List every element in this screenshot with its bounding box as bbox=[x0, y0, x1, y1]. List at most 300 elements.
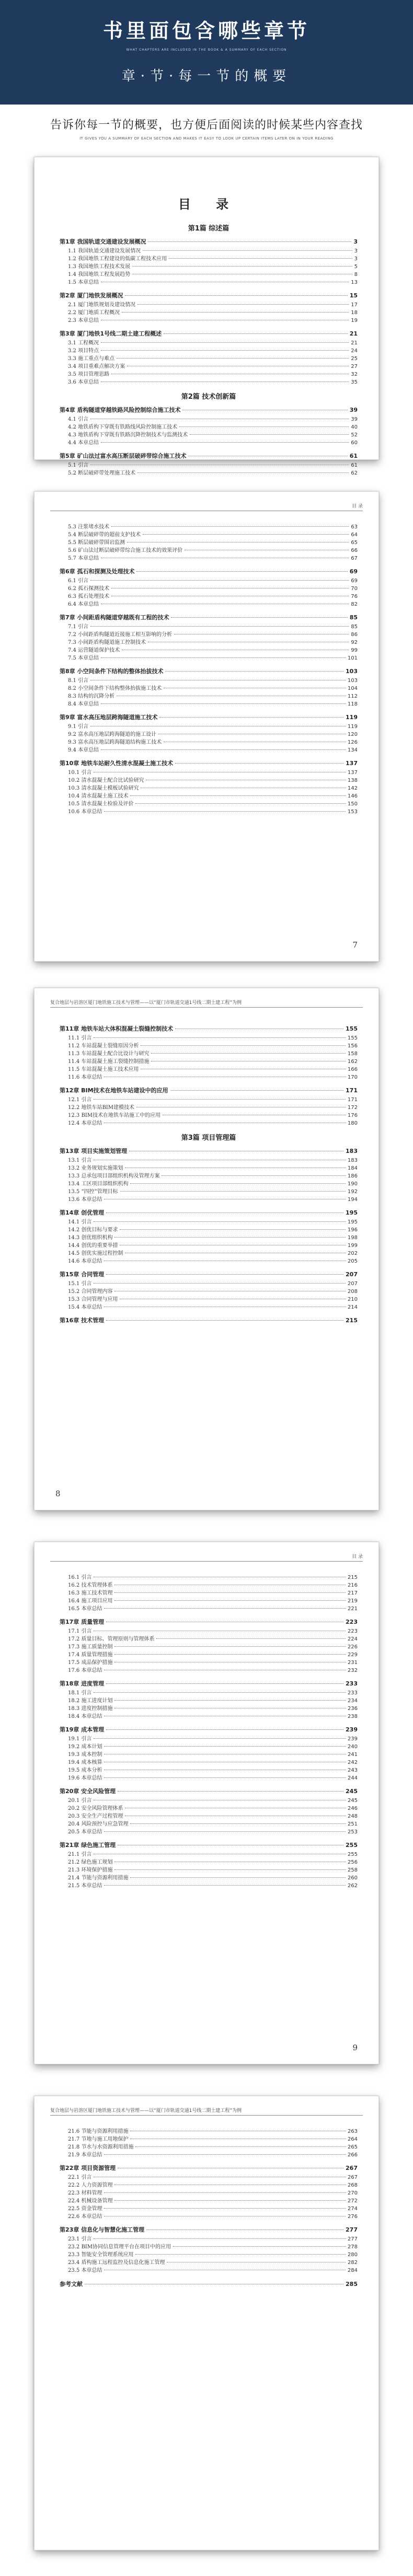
leader-dots bbox=[94, 1283, 345, 1284]
toc-page-number: 162 bbox=[347, 1059, 358, 1065]
toc-page-number: 268 bbox=[347, 2182, 358, 2188]
leader-dots bbox=[114, 1654, 345, 1655]
toc-entry-title: 14.6 本章总结 bbox=[68, 1258, 102, 1264]
toc-section[interactable] bbox=[60, 301, 358, 309]
toc-chapter[interactable] bbox=[60, 713, 358, 721]
toc-section[interactable] bbox=[60, 1288, 358, 1296]
toc-page-number: 207 bbox=[347, 1281, 358, 1287]
toc-part[interactable] bbox=[60, 223, 358, 233]
leader-dots bbox=[104, 2154, 345, 2155]
leader-dots bbox=[104, 1777, 345, 1778]
leader-dots bbox=[104, 1885, 345, 1886]
toc-page-number: 223 bbox=[346, 1619, 358, 1625]
toc-page bbox=[34, 491, 379, 962]
page-number: 8 bbox=[55, 1489, 61, 1498]
running-header: 复合地层与岩溶区厦门地铁施工技术与管理——以“厦门市轨道交通1号线二期土建工程”为例 bbox=[50, 999, 363, 1008]
toc-entry-title: 14.3 创优组织机构 bbox=[68, 1235, 113, 1241]
toc-section[interactable] bbox=[60, 1073, 358, 1081]
toc-section[interactable] bbox=[60, 1104, 358, 1112]
toc-list bbox=[60, 1574, 358, 1890]
toc-entry-title: 第2篇 技术创新篇 bbox=[181, 393, 236, 401]
toc-entry-title: 第13章 项目实施策划管理 bbox=[60, 1148, 128, 1154]
toc-section[interactable] bbox=[60, 1096, 358, 1104]
toc-page-number: 231 bbox=[347, 1660, 358, 1666]
toc-section[interactable] bbox=[60, 600, 358, 608]
intro-block bbox=[0, 116, 413, 141]
toc-page-number: 61 bbox=[351, 463, 358, 468]
toc-section[interactable] bbox=[60, 339, 358, 347]
toc-page-number: 92 bbox=[351, 640, 358, 645]
toc-section[interactable] bbox=[60, 631, 358, 639]
toc-page-number: 194 bbox=[347, 1197, 358, 1203]
toc-entry-title: 第9章 富水高压地层跨海隧道施工技术 bbox=[60, 714, 158, 721]
toc-section[interactable] bbox=[60, 2128, 358, 2135]
toc-section[interactable] bbox=[60, 469, 358, 477]
toc-page-number: 280 bbox=[347, 2252, 358, 2258]
leader-dots bbox=[104, 2208, 345, 2209]
toc-chapter[interactable] bbox=[60, 452, 358, 460]
toc-section[interactable] bbox=[60, 555, 358, 562]
toc-entry-title: 13.5 “四控”管理目标 bbox=[68, 1189, 118, 1195]
toc-entry-title: 19.5 成本分析 bbox=[68, 1768, 102, 1773]
toc-section[interactable] bbox=[60, 1180, 358, 1188]
toc-section[interactable] bbox=[60, 1589, 358, 1597]
toc-section[interactable] bbox=[60, 1303, 358, 1311]
leader-dots bbox=[136, 571, 347, 572]
toc-section[interactable] bbox=[60, 1743, 358, 1751]
toc-entry-title: 18.3 进度控制措施 bbox=[68, 1706, 113, 1712]
toc-section[interactable] bbox=[60, 692, 358, 700]
toc-entry-title: 18.1 引言 bbox=[68, 1690, 92, 1696]
toc-section[interactable] bbox=[60, 1066, 358, 1073]
toc-chapter[interactable] bbox=[60, 406, 358, 414]
toc-chapter[interactable] bbox=[60, 1679, 358, 1688]
toc-section[interactable] bbox=[60, 423, 358, 431]
toc-chapter[interactable] bbox=[60, 1316, 358, 1324]
toc-entry-title: 12.1 引言 bbox=[68, 1097, 92, 1103]
leader-dots bbox=[132, 266, 352, 267]
toc-entry-title: 5.4 断层破碎带的超前支护技术 bbox=[68, 532, 141, 538]
toc-page-number: 241 bbox=[347, 1752, 358, 1758]
toc-entry-title: 23.4 盾构施工远程监控及信息化施工管理 bbox=[68, 2260, 165, 2266]
toc-section[interactable] bbox=[60, 1882, 358, 1890]
toc-section[interactable] bbox=[60, 523, 358, 531]
toc-page-number: 278 bbox=[347, 2244, 358, 2250]
toc-section[interactable] bbox=[60, 1112, 358, 1119]
toc-page-number: 233 bbox=[346, 1680, 358, 1687]
page-number: 9 bbox=[352, 2043, 358, 2052]
toc-page-number: 208 bbox=[347, 1289, 358, 1295]
toc-entry-title: 20.2 安全风险管理体系 bbox=[68, 1806, 123, 1811]
toc-page-number: 27 bbox=[351, 364, 358, 369]
toc-section[interactable] bbox=[60, 685, 358, 692]
toc-entry-title: 11.2 车站混凝土裂缝原因分析 bbox=[68, 1043, 139, 1049]
toc-entry-title: 21.4 节能与资源利用措施 bbox=[68, 1875, 129, 1881]
toc-entry-title: 3.5 项目管理思路 bbox=[68, 372, 110, 377]
toc-section[interactable] bbox=[60, 623, 358, 631]
toc-page-number: 39 bbox=[351, 417, 358, 422]
leader-dots bbox=[117, 358, 349, 359]
leader-dots bbox=[104, 1608, 345, 1609]
toc-entry-title: 19.3 成本控制 bbox=[68, 1752, 102, 1758]
toc-section[interactable] bbox=[60, 1042, 358, 1050]
toc-page-number: 272 bbox=[347, 2198, 358, 2204]
toc-page-number: 184 bbox=[347, 1165, 358, 1171]
toc-page-number: 284 bbox=[347, 2268, 358, 2273]
toc-entry-title: 10.5 清水混凝土检验及评价 bbox=[68, 801, 134, 807]
toc-entry-title: 第14章 创优管理 bbox=[60, 1209, 105, 1216]
toc-page-number: 255 bbox=[347, 1852, 358, 1857]
toc-chapter[interactable] bbox=[60, 1725, 358, 1734]
toc-section[interactable] bbox=[60, 378, 358, 386]
toc-chapter[interactable] bbox=[60, 1086, 358, 1094]
leader-dots bbox=[94, 1738, 345, 1739]
toc-section[interactable] bbox=[60, 1234, 358, 1242]
toc-section[interactable] bbox=[60, 1188, 358, 1196]
toc-page-number: 142 bbox=[347, 785, 358, 791]
toc-entry-title: 6.1 引言 bbox=[68, 578, 89, 584]
toc-section[interactable] bbox=[60, 646, 358, 654]
banner-subtitle-en: WHAT CHAPTERS ARE INCLUDED IN THE BOOK & A SUMMARY OF EACH SECTION bbox=[126, 48, 287, 52]
toc-section[interactable] bbox=[60, 1643, 358, 1651]
toc-page-number: 118 bbox=[347, 701, 358, 707]
toc-entry-title: 11.4 车站混凝土施工裂缝控制措施 bbox=[68, 1059, 150, 1065]
toc-section[interactable] bbox=[60, 746, 358, 754]
toc-entry-title: 15.3 合同管理与应用 bbox=[68, 1297, 118, 1302]
toc-part[interactable] bbox=[60, 391, 358, 401]
toc-section[interactable] bbox=[60, 593, 358, 600]
toc-entry-title: 22.3 材料管理 bbox=[68, 2190, 102, 2196]
toc-page-number: 15 bbox=[349, 292, 358, 299]
toc-section[interactable] bbox=[60, 577, 358, 585]
toc-entry-title: 7.1 引言 bbox=[68, 624, 89, 630]
toc-section[interactable] bbox=[60, 585, 358, 593]
leader-dots bbox=[165, 671, 343, 672]
toc-entry-title: 13.3 总承包项目部组织机构及管理方案 bbox=[68, 1173, 160, 1179]
toc-chapter[interactable] bbox=[60, 291, 358, 299]
toc-section[interactable] bbox=[60, 263, 358, 271]
toc-entry-title: 21.3 环境保护措施 bbox=[68, 1867, 113, 1873]
toc-entry-title: 12.3 BIM技术在地铁车站施工中的应用 bbox=[68, 1113, 160, 1118]
toc-section[interactable] bbox=[60, 247, 358, 255]
toc-page-number: 67 bbox=[351, 556, 358, 561]
toc-page bbox=[34, 988, 379, 1510]
toc-section[interactable] bbox=[60, 1250, 358, 1257]
toc-section[interactable] bbox=[60, 1597, 358, 1605]
toc-section[interactable] bbox=[60, 1797, 358, 1805]
toc-page-number: 63 bbox=[351, 524, 358, 530]
toc-section[interactable] bbox=[60, 700, 358, 708]
toc-section[interactable] bbox=[60, 2259, 358, 2267]
toc-section[interactable] bbox=[60, 1196, 358, 1204]
toc-section[interactable] bbox=[60, 1627, 358, 1635]
running-header: 目 录 bbox=[50, 502, 363, 511]
toc-entry-title: 15.1 引言 bbox=[68, 1281, 92, 1287]
toc-section[interactable] bbox=[60, 800, 358, 808]
toc-page-number: 260 bbox=[347, 1875, 358, 1881]
toc-page-number: 198 bbox=[347, 1235, 358, 1241]
toc-entry-title: 3.1 工程概况 bbox=[68, 340, 99, 346]
toc-chapter[interactable] bbox=[60, 1618, 358, 1626]
toc-section[interactable] bbox=[60, 371, 358, 378]
toc-section[interactable] bbox=[60, 547, 358, 555]
toc-section[interactable] bbox=[60, 1581, 358, 1589]
toc-section[interactable] bbox=[60, 1296, 358, 1303]
toc-entry-title: 11.5 车站混凝土施工技术应用 bbox=[68, 1067, 139, 1072]
toc-ref[interactable] bbox=[60, 2280, 358, 2288]
toc-entry-title: 21.7 节地与施工用地保护 bbox=[68, 2136, 129, 2142]
toc-section[interactable] bbox=[60, 1697, 358, 1705]
toc-section[interactable] bbox=[60, 1820, 358, 1828]
toc-page-number: 60 bbox=[351, 440, 358, 446]
toc-entry-title: 8.4 本章总结 bbox=[68, 701, 99, 707]
toc-entry-title: 第5章 矿山法过富水高压断层破碎带综合施工技术 bbox=[60, 453, 187, 459]
toc-section[interactable] bbox=[60, 1050, 358, 1058]
toc-section[interactable] bbox=[60, 1635, 358, 1643]
toc-section[interactable] bbox=[60, 1164, 358, 1172]
toc-section[interactable] bbox=[60, 279, 358, 286]
toc-section[interactable] bbox=[60, 431, 358, 439]
toc-section[interactable] bbox=[60, 317, 358, 325]
toc-section[interactable] bbox=[60, 1659, 358, 1667]
toc-page-number: 255 bbox=[346, 1842, 358, 1849]
toc-page-number: 267 bbox=[346, 2165, 358, 2171]
toc-page-number: 3 bbox=[354, 256, 358, 262]
leader-dots bbox=[114, 1600, 345, 1601]
toc-section[interactable] bbox=[60, 415, 358, 423]
toc-entry-title: 第11章 地铁车站大体积混凝土裂缝控制技术 bbox=[60, 1025, 174, 1032]
toc-list bbox=[60, 523, 358, 816]
toc-section[interactable] bbox=[60, 1651, 358, 1659]
toc-section[interactable] bbox=[60, 1226, 358, 1234]
toc-chapter[interactable] bbox=[60, 1270, 358, 1278]
toc-entry-title: 3.2 项目特点 bbox=[68, 348, 99, 354]
toc-entry-title: 参考文献 bbox=[60, 2281, 83, 2288]
toc-entry-title: 17.1 引言 bbox=[68, 1628, 92, 1634]
toc-section[interactable] bbox=[60, 1119, 358, 1127]
toc-entry-title: 5.1 引言 bbox=[68, 463, 89, 468]
toc-section[interactable] bbox=[60, 1280, 358, 1288]
toc-page-number: 62 bbox=[351, 470, 358, 476]
leader-dots bbox=[104, 1831, 345, 1832]
toc-section[interactable] bbox=[60, 1713, 358, 1720]
toc-section[interactable] bbox=[60, 1735, 358, 1743]
running-header: 目 录 bbox=[50, 1553, 363, 1562]
toc-chapter[interactable] bbox=[60, 329, 358, 338]
toc-section[interactable] bbox=[60, 777, 358, 784]
toc-section[interactable] bbox=[60, 1766, 358, 1774]
toc-entry-title: 9.4 本章总结 bbox=[68, 747, 99, 753]
toc-entry-title: 19.4 成本核算 bbox=[68, 1760, 102, 1765]
toc-section[interactable] bbox=[60, 738, 358, 746]
toc-section[interactable] bbox=[60, 1689, 358, 1697]
toc-chapter[interactable] bbox=[60, 667, 358, 675]
toc-section[interactable] bbox=[60, 271, 358, 279]
toc-section[interactable] bbox=[60, 1157, 358, 1164]
toc-entry-title: 23.1 引言 bbox=[68, 2236, 92, 2242]
leader-dots bbox=[141, 1045, 345, 1046]
toc-section[interactable] bbox=[60, 784, 358, 792]
toc-section[interactable] bbox=[60, 363, 358, 371]
toc-section[interactable] bbox=[60, 1751, 358, 1759]
leader-dots bbox=[114, 1237, 345, 1238]
toc-section[interactable] bbox=[60, 677, 358, 685]
toc-section[interactable] bbox=[60, 309, 358, 317]
toc-chapter[interactable] bbox=[60, 1841, 358, 1849]
toc-page-number: 262 bbox=[347, 1883, 358, 1889]
toc-entry-title: 第3篇 项目管理篇 bbox=[181, 1134, 236, 1142]
toc-chapter[interactable] bbox=[60, 2164, 358, 2172]
toc-entry-title: 17.5 成品保护措施 bbox=[68, 1660, 113, 1666]
toc-page-number: 32 bbox=[351, 372, 358, 377]
toc-entry-title: 第1篇 综述篇 bbox=[188, 225, 230, 233]
toc-entry-title: 1.2 我国地铁工程建设的低碳工程技术应用 bbox=[68, 256, 167, 262]
toc-section[interactable] bbox=[60, 2213, 358, 2221]
toc-section[interactable] bbox=[60, 1774, 358, 1782]
toc-section[interactable] bbox=[60, 654, 358, 662]
leader-dots bbox=[94, 1037, 345, 1038]
toc-section[interactable] bbox=[60, 1705, 358, 1713]
toc-section[interactable] bbox=[60, 1218, 358, 1226]
toc-section[interactable] bbox=[60, 639, 358, 646]
toc-chapter[interactable] bbox=[60, 567, 358, 575]
toc-section[interactable] bbox=[60, 355, 358, 363]
toc-page-number: 17 bbox=[351, 302, 358, 308]
toc-entry-title: 10.1 引言 bbox=[68, 770, 92, 776]
leader-dots bbox=[114, 2200, 345, 2201]
toc-page-number: 40 bbox=[351, 424, 358, 430]
toc-entry-title: 20.5 本章总结 bbox=[68, 1829, 102, 1835]
toc-entry-title: 19.2 成本计划 bbox=[68, 1744, 102, 1750]
leader-dots bbox=[94, 1099, 345, 1100]
toc-page-number: 86 bbox=[351, 632, 358, 638]
toc-section[interactable] bbox=[60, 1574, 358, 1581]
toc-entry-title: 23.3 智能安全管理系统应用 bbox=[68, 2252, 134, 2258]
toc-section[interactable] bbox=[60, 439, 358, 447]
toc-page-number: 25 bbox=[351, 356, 358, 362]
toc-chapter[interactable] bbox=[60, 1147, 358, 1155]
toc-page-number: 244 bbox=[347, 1775, 358, 1781]
toc-section[interactable] bbox=[60, 1812, 358, 1820]
toc-entry-title: 第12章 BIM技术在地铁车站建设中的应用 bbox=[60, 1087, 168, 1094]
toc-section[interactable] bbox=[60, 1858, 358, 1866]
toc-chapter[interactable] bbox=[60, 1208, 358, 1217]
toc-page-number: 245 bbox=[346, 1788, 358, 1795]
toc-page-number: 195 bbox=[347, 1219, 358, 1225]
toc-page-number: 270 bbox=[347, 2190, 358, 2196]
toc-section[interactable] bbox=[60, 255, 358, 263]
leader-dots bbox=[143, 250, 352, 251]
toc-section[interactable] bbox=[60, 1242, 358, 1250]
toc-section[interactable] bbox=[60, 1605, 358, 1613]
toc-page-number: 183 bbox=[347, 1158, 358, 1163]
toc-page-number: 69 bbox=[351, 578, 358, 584]
toc-page-number: 251 bbox=[347, 1821, 358, 1827]
toc-chapter[interactable] bbox=[60, 759, 358, 767]
toc-chapter[interactable] bbox=[60, 613, 358, 621]
toc-page-number: 119 bbox=[346, 714, 358, 721]
leader-dots bbox=[111, 526, 349, 527]
toc-entry-title: 1.4 我国地铁工程发展趋势 bbox=[68, 272, 131, 278]
toc-section[interactable] bbox=[60, 1058, 358, 1066]
toc-entry-title: 21.1 引言 bbox=[68, 1852, 92, 1857]
toc-section[interactable] bbox=[60, 2267, 358, 2274]
toc-chapter[interactable] bbox=[60, 2225, 358, 2234]
toc-section[interactable] bbox=[60, 792, 358, 800]
toc-page-number: 101 bbox=[347, 655, 358, 661]
toc-entry-title: 11.3 车站混凝土配合比设计与研究 bbox=[68, 1051, 150, 1057]
toc-page bbox=[34, 157, 379, 476]
toc-section[interactable] bbox=[60, 1172, 358, 1180]
toc-section[interactable] bbox=[60, 347, 358, 355]
toc-page-number: 3 bbox=[353, 238, 358, 245]
toc-page-number: 190 bbox=[347, 1181, 358, 1187]
toc-section[interactable] bbox=[60, 1034, 358, 1042]
toc-section[interactable] bbox=[60, 531, 358, 539]
toc-page-number: 253 bbox=[347, 1829, 358, 1835]
leader-dots bbox=[101, 657, 346, 658]
toc-section[interactable] bbox=[60, 1874, 358, 1882]
toc-entry-title: 第8章 小空间条件下结构的整体抬拔技术 bbox=[60, 668, 164, 675]
toc-page-number: 155 bbox=[347, 1035, 358, 1041]
toc-section[interactable] bbox=[60, 461, 358, 469]
toc-page-number: 274 bbox=[347, 2206, 358, 2212]
toc-section[interactable] bbox=[60, 1667, 358, 1674]
toc-page-number: 199 bbox=[347, 1243, 358, 1249]
toc-chapter[interactable] bbox=[60, 1024, 358, 1033]
toc-section[interactable] bbox=[60, 2174, 358, 2181]
header-banner bbox=[0, 0, 413, 105]
toc-section[interactable] bbox=[60, 2181, 358, 2189]
toc-section[interactable] bbox=[60, 1828, 358, 1836]
toc-section[interactable] bbox=[60, 539, 358, 547]
toc-entry-title: 20.3 安全生产过程管理 bbox=[68, 1813, 123, 1819]
toc-entry-title: 13.4 工区项目部组织机构 bbox=[68, 1181, 129, 1187]
toc-section[interactable] bbox=[60, 2251, 358, 2259]
toc-chapter[interactable] bbox=[60, 237, 358, 246]
toc-section[interactable] bbox=[60, 2235, 358, 2243]
toc-section[interactable] bbox=[60, 2143, 358, 2151]
toc-section[interactable] bbox=[60, 2243, 358, 2251]
leader-dots bbox=[104, 811, 345, 812]
toc-section[interactable] bbox=[60, 2189, 358, 2197]
leader-dots bbox=[120, 1229, 345, 1230]
toc-page-number: 236 bbox=[347, 1706, 358, 1712]
toc-part[interactable] bbox=[60, 1132, 358, 1142]
toc-section[interactable] bbox=[60, 2151, 358, 2159]
toc-entry-title: 21.2 绿色施工规划 bbox=[68, 1859, 113, 1865]
toc-section[interactable] bbox=[60, 1759, 358, 1766]
toc-entry-title: 5.3 注浆堵水技术 bbox=[68, 524, 110, 530]
toc-section[interactable] bbox=[60, 1805, 358, 1812]
toc-page-number: 216 bbox=[347, 1582, 358, 1588]
toc-section[interactable] bbox=[60, 1866, 358, 1874]
toc-section[interactable] bbox=[60, 2205, 358, 2213]
toc-section[interactable] bbox=[60, 731, 358, 738]
toc-section[interactable] bbox=[60, 769, 358, 777]
toc-section[interactable] bbox=[60, 1257, 358, 1265]
leader-dots bbox=[130, 1877, 345, 1878]
toc-section[interactable] bbox=[60, 1851, 358, 1858]
toc-entry-title: 7.5 本章总结 bbox=[68, 655, 99, 661]
toc-chapter[interactable] bbox=[60, 1787, 358, 1795]
toc-section[interactable] bbox=[60, 723, 358, 731]
leader-dots bbox=[106, 1683, 343, 1684]
toc-section[interactable] bbox=[60, 808, 358, 816]
toc-section[interactable] bbox=[60, 2135, 358, 2143]
toc-section[interactable] bbox=[60, 2197, 358, 2205]
leader-dots bbox=[175, 763, 343, 764]
